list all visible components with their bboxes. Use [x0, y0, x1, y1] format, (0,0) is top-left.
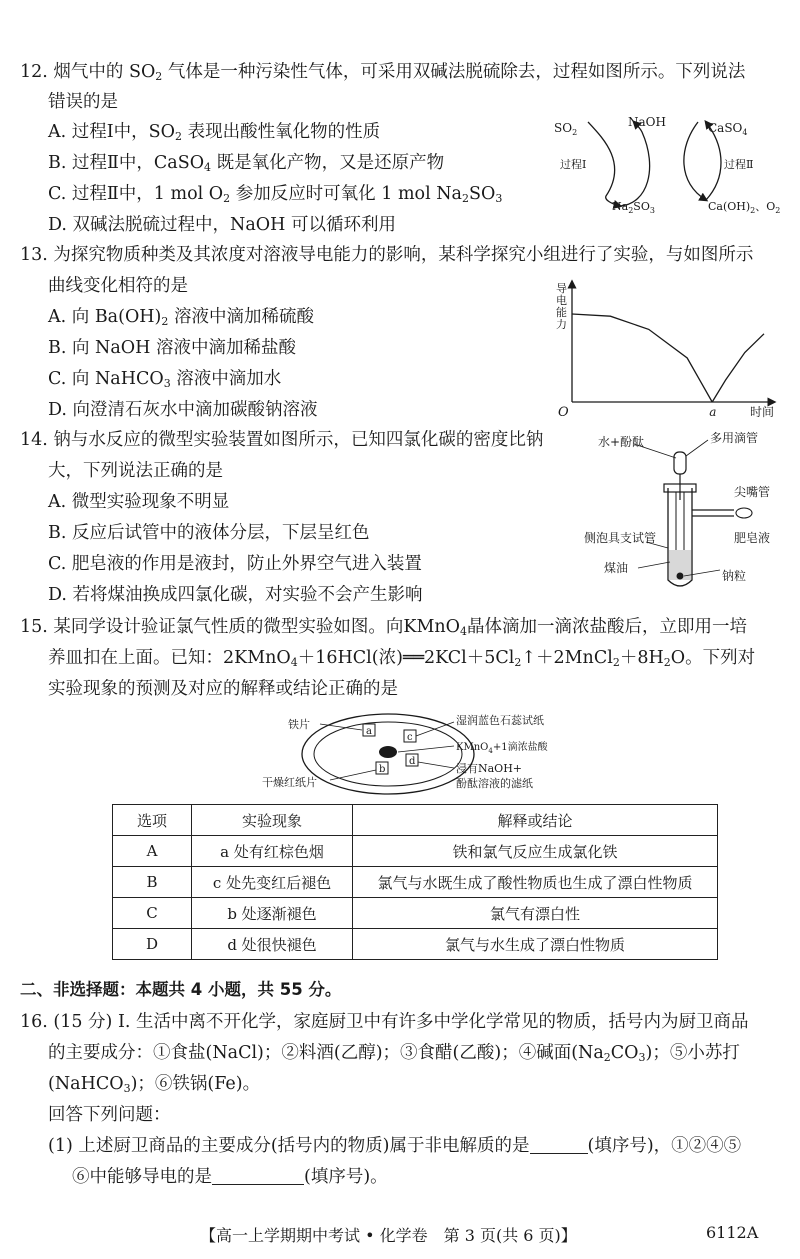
label-so2: $SO_2$ — [554, 121, 578, 137]
q12-stem: 12. 烟气中的 $SO_2$ 气体是一种污染性气体，可采用双碱法脱硫除去，过程如图所示。下列说法 — [20, 62, 746, 83]
label-nozzle: 尖嘴管 — [734, 485, 771, 499]
q13-option-b: B. 向 NaOH 溶液中滴加稀盐酸 — [48, 338, 296, 358]
q16-stem-cont: 的主要成分：①食盐(NaCl)；②料酒(乙醇)；③食醋(乙酸)；④碱面$(Na_2CO_3)$；⑤小苏打 — [48, 1043, 740, 1064]
q15-equation-line: 养皿扣在上面。已知：2KMnO$_4$＋16HCl(浓)$══2KCl+5Cl_2↑+2MnCl_2+8H_2O$。下列对 — [48, 648, 756, 669]
label-kerosene: 煤油 — [604, 561, 629, 575]
label-dry-paper: 干燥红纸片 — [262, 776, 317, 789]
answer-blank-1[interactable] — [530, 1135, 588, 1154]
q14-option-d: D. 若将煤油换成四氯化碳，对实验不会产生影响 — [48, 585, 423, 605]
q15-stem: 15. 某同学设计验证氯气性质的微型实验如图。向KMnO$_4$晶体滴加一滴浓盐酸后，立即用一培 — [20, 617, 748, 638]
y-axis-label-char: 电 — [556, 294, 567, 307]
table-cell: B — [113, 867, 192, 898]
paper-code: 6112A — [706, 1223, 759, 1242]
label-naoh: NaOH — [628, 115, 666, 129]
table-header: 解释或结论 — [353, 805, 718, 836]
q14-option-a: A. 微型实验现象不明显 — [48, 492, 230, 512]
label-litmus: 湿润蓝色石蕊试纸 — [456, 714, 544, 727]
q14-option-b: B. 反应后试管中的液体分层，下层呈红色 — [48, 523, 370, 543]
svg-text:c: c — [407, 732, 413, 743]
svg-text:a: a — [366, 726, 372, 737]
q16-stem: 16. (15 分) Ⅰ. 生活中离不开化学，家庭厨卫中有许多中学化学常见的物质，括号内为厨卫商品 — [20, 1012, 749, 1032]
label-naoh-filter-2: 酚酞溶液的滤纸 — [456, 777, 533, 790]
q14-option-c: C. 肥皂液的作用是液封，防止外界空气进入装置 — [48, 554, 422, 574]
curve-segment-right — [712, 334, 764, 402]
label-water-phenolphthalein: 水+酚酞 — [598, 435, 645, 449]
y-axis-label — [556, 282, 567, 331]
label-process-2: 过程Ⅱ — [724, 158, 754, 171]
x-axis-label: 时间 — [750, 405, 775, 419]
y-axis-label-char: 力 — [556, 318, 567, 331]
q13-option-a: A. 向 $Ba(OH)_2$ 溶液中滴加稀硫酸 — [48, 307, 314, 328]
y-axis-label-char: 导 — [556, 282, 567, 295]
y-axis-label-char: 能 — [556, 306, 567, 319]
table-cell: D — [113, 929, 192, 960]
q14-stem: 14. 钠与水反应的微型实验装置如图所示，已知四氯化碳的密度比钠 — [20, 430, 544, 450]
cycle-arc-1b — [620, 122, 650, 206]
table-cell: 氯气与水既生成了酸性物质也生成了漂白性物质 — [353, 867, 718, 898]
cycle-arc-1 — [588, 122, 620, 206]
conductivity-chart — [554, 278, 784, 420]
svg-text:b: b — [379, 764, 386, 775]
section-heading: 二、非选择题：本题共 4 小题，共 55 分。 — [20, 980, 342, 999]
q13-stem-cont: 曲线变化相符的是 — [48, 276, 188, 296]
sodium-water-apparatus — [584, 430, 784, 600]
table-cell: A — [113, 836, 192, 867]
q16-instruction: 回答下列问题： — [48, 1105, 171, 1125]
double-alkali-cycle-diagram — [548, 108, 788, 226]
q15-stem-cont: 实验现象的预测及对应的解释或结论正确的是 — [48, 679, 398, 699]
table-header: 实验现象 — [192, 805, 353, 836]
answer-blank-2[interactable] — [212, 1166, 304, 1185]
q13-option-c: C. 向 NaHCO$_3$ 溶液中滴加水 — [48, 369, 282, 390]
label-dropper: 多用滴管 — [710, 431, 759, 445]
q14-stem-cont: 大，下列说法正确的是 — [48, 461, 223, 481]
table-cell: 氯气有漂白性 — [353, 898, 718, 929]
table-cell: b 处逐渐褪色 — [192, 898, 353, 929]
table-row — [113, 867, 718, 898]
label-caoh2-o2: $Ca(OH)_2$、$O_2$ — [708, 200, 781, 215]
origin-label: O — [558, 405, 569, 420]
table-cell: c 处先变红后褪色 — [192, 867, 353, 898]
q12-option-c: C. 过程Ⅱ中，1 mol $O_2$ 参加反应时可氧化 1 mol $Na_2SO_3$ — [48, 184, 503, 205]
q12-option-a: A. 过程Ⅰ中，$SO_2$ 表现出酸性氧化物的性质 — [48, 122, 381, 143]
label-process-1: 过程Ⅰ — [560, 158, 587, 171]
table-header-row — [113, 805, 718, 836]
label-soap: 肥皂液 — [734, 531, 771, 545]
label-iron: 铁片 — [288, 718, 310, 731]
q13-stem: 13. 为探究物质种类及其浓度对溶液导电能力的影响，某科学探究小组进行了实验，与如图所示 — [20, 245, 754, 265]
page-footer: 【高一上学期期中考试 • 化学卷 第 3 页(共 6 页)】 — [200, 1226, 577, 1245]
table-cell: a 处有红棕色烟 — [192, 836, 353, 867]
table-cell: 铁和氯气反应生成氯化铁 — [353, 836, 718, 867]
q16-part-1-cont: ⑥中能够导电的是 (填序号)。 — [72, 1167, 388, 1187]
table-row — [113, 929, 718, 960]
table-row — [113, 898, 718, 929]
table-cell: 氯气与水生成了漂白性物质 — [353, 929, 718, 960]
table-cell: d 处很快褪色 — [192, 929, 353, 960]
q12-option-d: D. 双碱法脱硫过程中，NaOH 可以循环利用 — [48, 215, 396, 235]
q13-option-d: D. 向澄清石灰水中滴加碳酸钠溶液 — [48, 400, 318, 420]
q16-part-1: (1) 上述厨卫商品的主要成分(括号内的物质)属于非电解质的是 (填序号)，①②④⑤ — [48, 1136, 742, 1156]
cycle-arc-2 — [684, 122, 706, 200]
table-row — [113, 836, 718, 867]
point-a-label: a — [709, 405, 717, 419]
svg-text:d: d — [409, 756, 416, 767]
q16-stem-cont-2: (NaHCO$_3$)；⑥铁锅(Fe)。 — [48, 1074, 261, 1095]
label-tube: 侧泡具支试管 — [584, 531, 657, 545]
curve-segment-left — [572, 314, 712, 402]
table-cell: C — [113, 898, 192, 929]
table-header: 选项 — [113, 805, 192, 836]
petri-dish-diagram — [258, 708, 558, 800]
label-caso4: CaSO$_4$ — [708, 121, 748, 137]
label-na2so3: $Na_2SO_3$ — [612, 200, 655, 215]
q12-stem-cont: 错误的是 — [48, 92, 118, 112]
label-kmno4: KMnO$_4$+1滴浓盐酸 — [456, 742, 548, 755]
q15-answer-table — [112, 804, 718, 960]
label-sodium: 钠粒 — [722, 569, 747, 583]
label-naoh-filter: 浸有NaOH+ — [456, 762, 523, 775]
q12-option-b: B. 过程Ⅱ中，CaSO$_4$ 既是氧化产物，又是还原产物 — [48, 153, 445, 174]
